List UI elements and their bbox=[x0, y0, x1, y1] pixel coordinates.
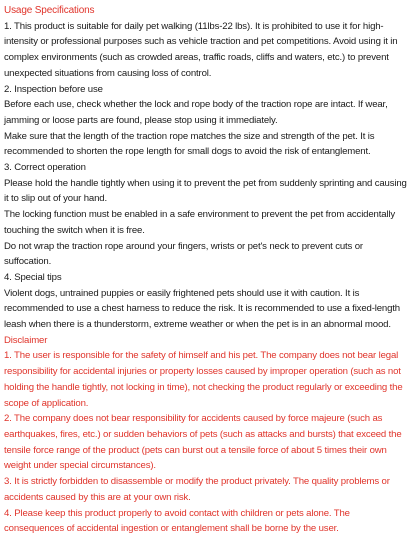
special-tips-paragraph: Violent dogs, untrained puppies or easily frightened pets should use it with caution. It is recommended to use a chest harness to reduce the risk. It is recommended to use a fixed-length leash when there is a thunderstorm, extreme weather or when the pet is in an abnormal mood. bbox=[4, 287, 400, 331]
operation-paragraph-2: The locking function must be enabled in a safe environment to prevent the pet from accidentally touching the switch when it is free. bbox=[4, 209, 396, 236]
usage-paragraph-1: 1. This product is suitable for daily pet walking (11lbs-22 lbs). It is prohibited to use it for high-intensity or professional purposes such as vehicle traction and pet competitions. Avoid using it in complex environments (such as crowded areas, traffic roads, cliffs and waters, etc.) to prevent unexpected situations from causing loss of control. bbox=[4, 20, 398, 79]
disclaimer-item-1: 1. The user is responsible for the safety of himself and his pet. The company does not bear legal responsibility for accidental injuries or property losses caused by improper operation (such as not holding the handle tightly, not locking in time), not checking the product regularly or exceeding the scope of application. bbox=[4, 350, 403, 409]
disclaimer-item-4: 4. Please keep this product properly to avoid contact with children or pets alone. The consequences of accidental ingestion or entanglement shall be borne by the user. bbox=[4, 507, 350, 535]
inspection-paragraph-2: Make sure that the length of the traction rope matches the size and strength of the pet. It is recommended to shorten the rope length for small dogs to avoid the risk of entanglement. bbox=[4, 130, 375, 158]
special-tips-heading: 4. Special tips bbox=[4, 271, 62, 283]
inspection-paragraph-1: Before each use, check whether the lock and rope body of the traction rope are intact. If wear, jamming or loose parts are found, please stop using it immediately. bbox=[4, 99, 388, 126]
disclaimer-heading: Disclaimer bbox=[4, 334, 48, 346]
usage-specifications-heading: Usage Specifications bbox=[4, 5, 95, 16]
inspection-heading: 2. Inspection before use bbox=[4, 83, 103, 95]
operation-paragraph-1: Please hold the handle tightly when using it to prevent the pet from suddenly sprinting and causing it to slip out of your hand. bbox=[4, 177, 407, 205]
disclaimer-item-3: 3. It is strictly forbidden to disassemble or modify the product privately. The quality problems or accidents caused by this are at your own risk. bbox=[4, 476, 390, 503]
operation-paragraph-3: Do not wrap the traction rope around your fingers, wrists or pet's neck to prevent cuts or suffocation. bbox=[4, 240, 363, 268]
disclaimer-item-2: 2. The company does not bear responsibility for accidents caused by force majeure (such as earthquakes, fires, etc.) or sudden behaviors of pets (such as attacks and bursts) that exceed the tensile force range of the product (pets can burst out a tensile force of about 5 times their own weight under special circumstances). bbox=[4, 413, 402, 472]
correct-operation-heading: 3. Correct operation bbox=[4, 162, 86, 174]
